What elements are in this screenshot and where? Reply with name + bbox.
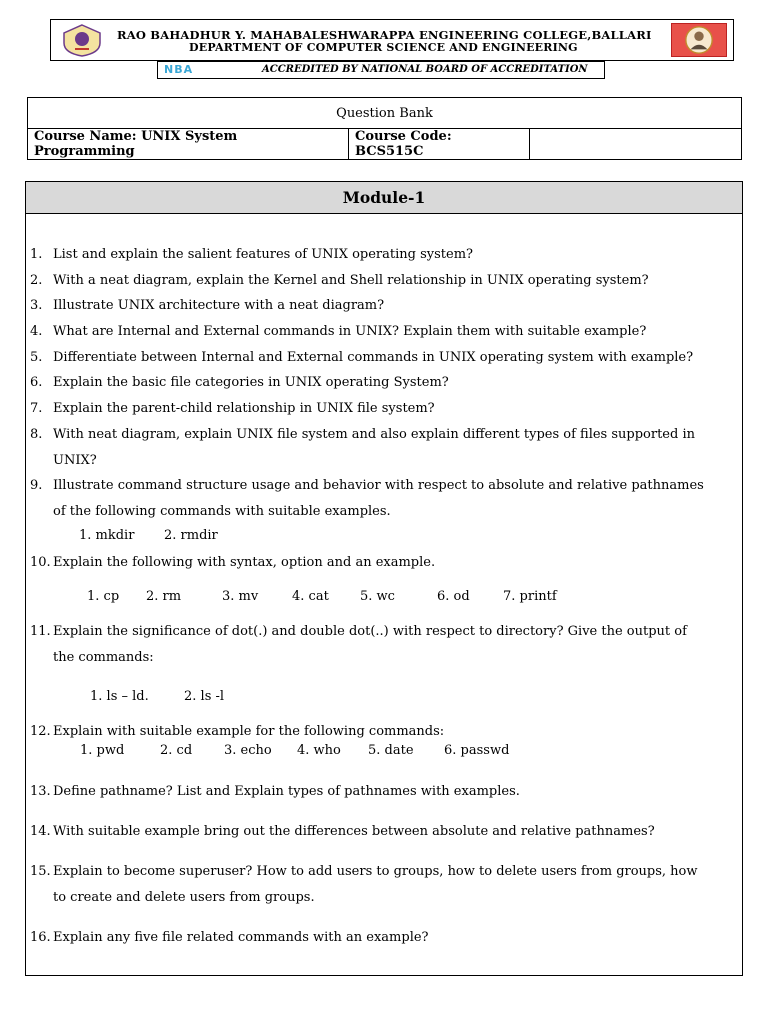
question-item: 6. Explain the basic file categories in UNIX operating System? <box>30 375 449 390</box>
question-item: 15. Explain to become superuser? How to add users to groups, how to delete users from groups, how to create and delete users from groups. <box>30 864 698 905</box>
question-bank-title: Question Bank <box>28 98 742 129</box>
question-item: 11. Explain the significance of dot(.) and double dot(..) with respect to directory? Give the output of the commands: <box>30 624 687 665</box>
question-item: 5. Differentiate between Internal and External commands in UNIX operating system with example? <box>30 350 694 365</box>
option-item: 2. ls -l <box>184 689 225 704</box>
empty-cell <box>530 129 742 160</box>
option-item: 1. ls – ld. <box>90 689 149 704</box>
course-code: Course Code: BCS515C <box>349 129 530 160</box>
option-item: 2. cd <box>160 743 193 758</box>
option-item: 2. rmdir <box>164 528 218 543</box>
question-item: 14. With suitable example bring out the differences between absolute and relative pathnames? <box>30 824 655 839</box>
option-item: 6. passwd <box>444 743 510 758</box>
option-item: 4. cat <box>292 589 329 604</box>
option-item: 1. cp <box>87 589 120 604</box>
question-item: 7. Explain the parent-child relationship in UNIX file system? <box>30 401 435 416</box>
question-item: 8. With neat diagram, explain UNIX file system and also explain different types of files supported in UNIX? <box>30 427 695 468</box>
accreditation-text: ACCREDITED BY NATIONAL BOARD OF ACCREDITATION <box>262 64 588 75</box>
founder-portrait-icon <box>671 23 727 57</box>
nba-logo-icon: NBA <box>164 63 194 76</box>
option-item: 5. date <box>368 743 414 758</box>
question-item: 3. Illustrate UNIX architecture with a neat diagram? <box>30 298 385 313</box>
option-item: 4. who <box>297 743 341 758</box>
question-item: 1. List and explain the salient features of UNIX operating system? <box>30 247 473 262</box>
question-item: 10. Explain the following with syntax, option and an example. <box>30 555 436 570</box>
question-item: 2. With a neat diagram, explain the Kernel and Shell relationship in UNIX operating system? <box>30 273 649 288</box>
module-title: Module-1 <box>26 182 742 214</box>
option-item: 1. mkdir <box>79 528 135 543</box>
college-banner <box>50 19 734 61</box>
option-item: 2. rm <box>146 589 182 604</box>
department-name: DEPARTMENT OF COMPUTER SCIENCE AND ENGINEERING <box>189 41 578 54</box>
course-name: Course Name: UNIX System Programming <box>28 129 349 160</box>
question-item: 9. Illustrate command structure usage and behavior with respect to absolute and relative pathnames of the following commands with suitable examples. <box>30 478 704 519</box>
option-item: 3. echo <box>224 743 272 758</box>
question-item: 16. Explain any five file related commands with an example? <box>30 930 429 945</box>
question-item: 12. Explain with suitable example for the following commands: <box>30 724 445 739</box>
option-item: 3. mv <box>222 589 259 604</box>
question-item: 13. Define pathname? List and Explain types of pathnames with examples. <box>30 784 520 799</box>
option-item: 7. printf <box>503 589 557 604</box>
option-item: 1. pwd <box>80 743 125 758</box>
option-item: 5. wc <box>360 589 395 604</box>
college-name: RAO BAHADHUR Y. MAHABALESHWARAPPA ENGINEERING COLLEGE,BALLARI <box>117 28 652 42</box>
question-item: 4. What are Internal and External commands in UNIX? Explain them with suitable example? <box>30 324 647 339</box>
course-info-table <box>27 97 742 160</box>
option-item: 6. od <box>437 589 470 604</box>
accreditation-bar <box>157 61 605 79</box>
college-logo-icon <box>61 23 103 57</box>
